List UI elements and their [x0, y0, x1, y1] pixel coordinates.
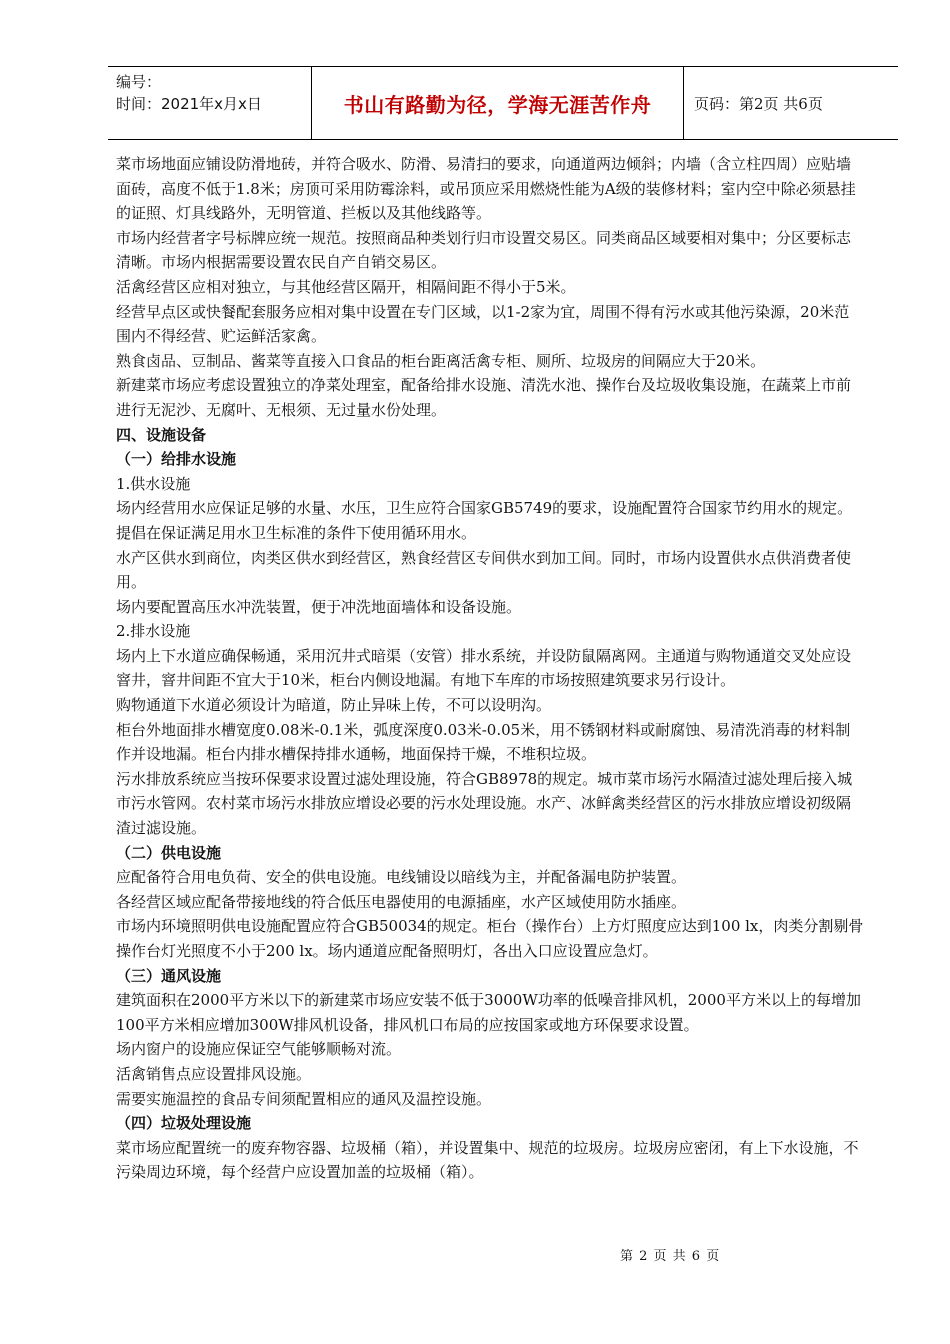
body-paragraph: 场内要配置高压水冲洗装置，便于冲洗地面墙体和设备设施。 — [116, 597, 522, 616]
body-paragraph: 污水排放系统应当按环保要求设置过滤处理设施，符合GB8978的规定。城市菜市场污水隔渣过滤处理后接入城市污水管网。农村菜市场污水排放应增设必要的污水处理设施。水产、冰鲜禽类经营区的污水排放应增设初级隔渣过滤设施。 — [116, 769, 853, 838]
body-paragraph: 场内上下水道应确保畅通，采用沉井式暗渠（安管）排水系统，并设防鼠隔离网。主通道与购物通道交叉处应设窨井，窨井间距不宜大于10米，柜台内侧设地漏。有地下车库的市场按照建筑要求另行设计。 — [116, 646, 852, 690]
section-heading: （三）通风设施 — [116, 966, 222, 985]
header-meta — [108, 67, 312, 139]
body-paragraph: 活禽销售点应设置排风设施。 — [116, 1064, 312, 1083]
body-paragraph: 1.供水设施 — [116, 474, 191, 493]
body-paragraph: 建筑面积在2000平方米以下的新建菜市场应安装不低于3000W功率的低噪音排风机，2000平方米以上的每增加100平方米相应增加300W排风机设备，排风机口布局的应按国家或地方环保要求设置。 — [116, 991, 861, 1034]
body-paragraph: 柜台外地面排水槽宽度0.08米-0.1米，弧度深度0.03米-0.05米，用不锈钢材料或耐腐蚀、易清洗消毒的材料制作并设地漏。柜台内排水槽保持排水通畅，地面保持干燥，不堆积垃圾。 — [116, 720, 851, 764]
body-paragraph: 购物通道下水道必须设计为暗道，防止异味上传，不可以设明沟。 — [116, 696, 552, 715]
section-heading: （二）供电设施 — [116, 843, 222, 862]
body-paragraph: 场内窗户的设施应保证空气能够顺畅对流。 — [116, 1040, 402, 1059]
body-paragraph: 场内经营用水应保证足够的水量、水压，卫生应符合国家GB5749的要求，设施配置符合国家节约用水的规定。提倡在保证满足用水卫生标准的条件下使用循环用水。 — [116, 499, 853, 542]
header-page-number: 页码：第2页 共6页 — [694, 94, 823, 113]
document-date-label: 时间：2021年x月x日 — [116, 95, 262, 113]
body-paragraph: 菜市场地面应铺设防滑地砖，并符合吸水、防滑、易清扫的要求，向通道两边倾斜；内墙（含立柱四周）应贴墙面砖，高度不低于1.8米；房顶可采用防霉涂料，或吊顶应采用燃烧性能为A级的装修材料；室内空中除必须悬挂的证照、灯具线路外，无明管道、拦板以及其他线路等。 — [116, 155, 856, 223]
header-motto: 书山有路勤为径，学海无涯苦作舟 — [312, 67, 684, 139]
body-paragraph: 水产区供水到商位，肉类区供水到经营区，熟食经营区专间供水到加工间。同时，市场内设置供水点供消费者使用。 — [116, 548, 852, 592]
document-body — [116, 152, 864, 1185]
page-header — [108, 66, 898, 140]
body-paragraph: 需要实施温控的食品专间须配置相应的通风及温控设施。 — [116, 1089, 492, 1108]
body-paragraph: 菜市场应配置统一的废弃物容器、垃圾桶（箱），并设置集中、规范的垃圾房。垃圾房应密闭，有上下水设施，不污染周边环境，每个经营户应设置加盖的垃圾桶（箱）。 — [116, 1138, 859, 1182]
body-paragraph: 新建菜市场应考虑设置独立的净菜处理室，配备给排水设施、清洗水池、操作台及垃圾收集设施，在蔬菜上市前进行无泥沙、无腐叶、无根须、无过量水份处理。 — [116, 376, 852, 419]
body-paragraph: 经营早点区或快餐配套服务应相对集中设置在专门区域，以1-2家为宜，周围不得有污水或其他污染源，20米范围内不得经营、贮运鲜活家禽。 — [116, 302, 850, 346]
body-paragraph: 市场内环境照明供电设施配置应符合GB50034的规定。柜台（操作台）上方灯照度应达到100 lx，肉类分割剔骨操作台灯光照度不小于200 lx。场内通道应配备照明灯，各出入口应设置应急灯。 — [116, 917, 864, 960]
section-heading: （一）给排水设施 — [116, 450, 237, 469]
body-paragraph: 应配备符合用电负荷、安全的供电设施。电线铺设以暗线为主，并配备漏电防护装置。 — [116, 868, 687, 887]
section-heading: （四）垃圾处理设施 — [116, 1114, 252, 1133]
body-paragraph: 2.排水设施 — [116, 622, 191, 641]
body-paragraph: 活禽经营区应相对独立，与其他经营区隔开，相隔间距不得小于5米。 — [116, 277, 576, 296]
section-heading: 四、设施设备 — [116, 425, 207, 444]
body-paragraph: 熟食卤品、豆制品、酱菜等直接入口食品的柜台距离活禽专柜、厕所、垃圾房的间隔应大于20米。 — [116, 351, 766, 370]
body-paragraph: 各经营区域应配备带接地线的符合低压电器使用的电源插座，水产区域使用防水插座。 — [116, 892, 687, 911]
document-number-label: 编号： — [116, 73, 162, 91]
body-paragraph: 市场内经营者字号标牌应统一规范。按照商品种类划行归市设置交易区。同类商品区域要相对集中；分区要标志清晰。市场内根据需要设置农民自产自销交易区。 — [116, 228, 852, 272]
page-footer: 第 2 页 共 6 页 — [620, 1249, 721, 1264]
